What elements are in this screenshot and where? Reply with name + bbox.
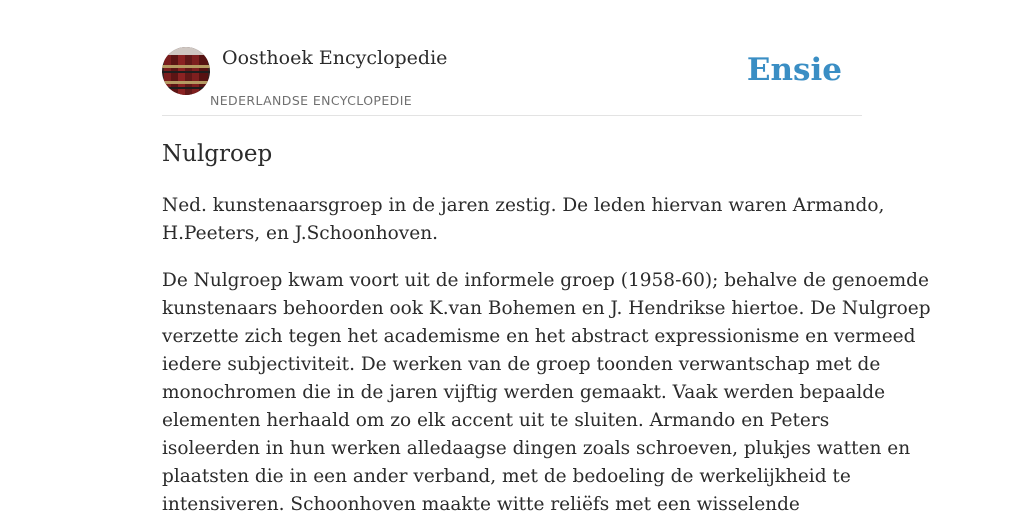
article-paragraph: [162, 267, 931, 512]
avatar[interactable]: [162, 47, 210, 95]
paragraph-line: verzette zich tegen het academisme en het abstract expressionisme en vermeed: [162, 326, 916, 347]
paragraph-line: monochromen die in de jaren vijftig werden gemaakt. Vaak werden bepaalde: [162, 382, 886, 403]
paragraph-line: kunstenaars behoorden ook K.van Bohemen en J. Hendrikse hiertoe. De Nulgroep: [162, 298, 931, 319]
paragraph-line: iedere subjectiviteit. De werken van de groep toonden verwantschap met de: [162, 354, 881, 375]
page-title: Nulgroep: [162, 141, 273, 167]
site-title[interactable]: Oosthoek Encyclopedie: [222, 47, 448, 69]
paragraph-line: Ned. kunstenaarsgroep in de jaren zestig. De leden hiervan waren Armando,: [162, 195, 885, 216]
paragraph-line: H.Peeters, en J.Schoonhoven.: [162, 223, 439, 244]
brand-logo[interactable]: Ensie: [746, 52, 842, 88]
site-header: [162, 46, 862, 116]
article-paragraph: [162, 192, 885, 248]
paragraph-line: De Nulgroep kwam voort uit de informele groep (1958-60); behalve de genoemde: [162, 270, 929, 291]
paragraph-line: isoleerden in hun werken alledaagse dingen zoals schroeven, plukjes watten en: [162, 438, 911, 459]
book-spines-icon: [162, 47, 210, 95]
paragraph-line: plaatsten die in een ander verband, met de bedoeling de werkelijkheid te: [162, 466, 851, 487]
paragraph-line: elementen herhaald om zo elk accent uit te sluiten. Armando en Peters: [162, 410, 830, 431]
article: [162, 138, 931, 512]
paragraph-line: intensiveren. Schoonhoven maakte witte reliëfs met een wisselende: [162, 494, 800, 512]
site-subtitle: NEDERLANDSE ENCYCLOPEDIE: [210, 93, 413, 108]
